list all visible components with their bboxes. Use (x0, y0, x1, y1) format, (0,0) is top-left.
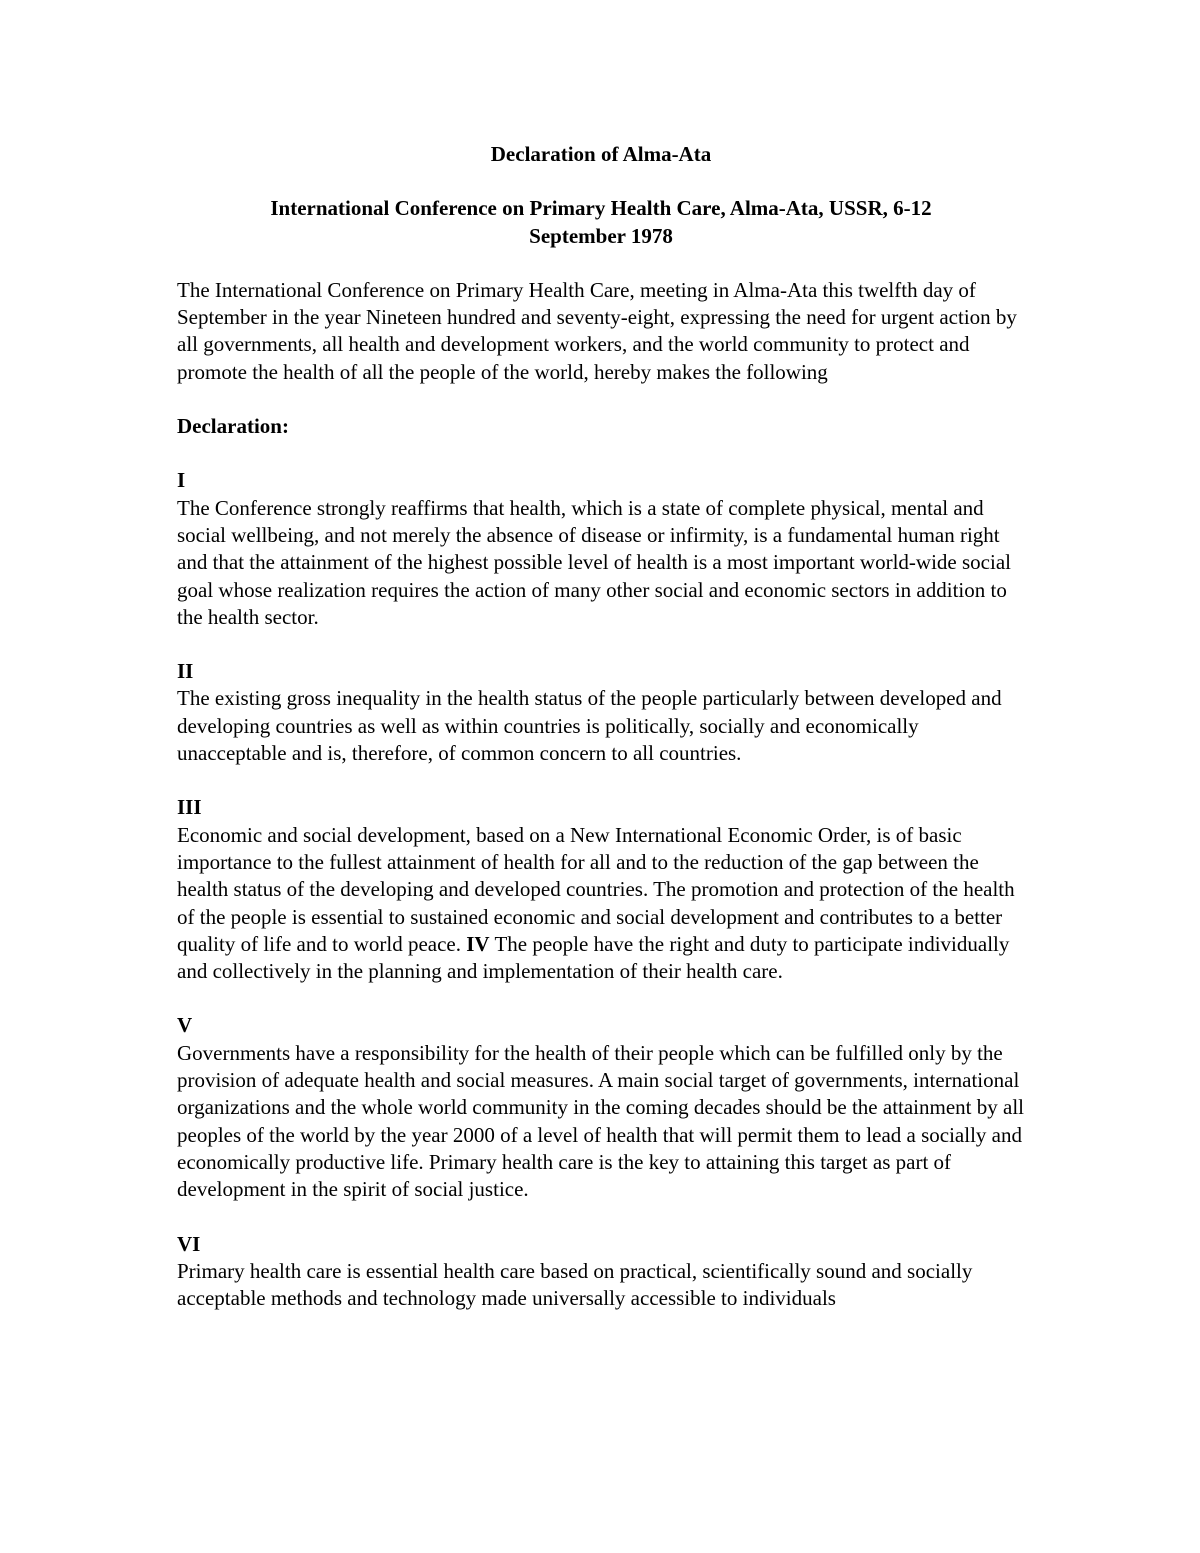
subtitle-line-2: September 1978 (529, 223, 673, 248)
section-text: The existing gross inequality in the health status of the people particularly between developed and developing countries as well as within countries is politically, socially and economically unacceptable and is, therefore, of common concern to all countries. (177, 686, 1002, 766)
section-iv-text: The people have the right and duty to participate individually and collectively in the planning and implementation of their health care. (177, 931, 1010, 984)
document-subtitle (177, 195, 1025, 250)
section-i (177, 467, 1025, 631)
section-v (177, 1012, 1025, 1203)
section-text: Primary health care is essential health care based on practical, scientifically sound and socially acceptable methods and technology made universally accessible to individuals (177, 1258, 973, 1311)
section-vi (177, 1231, 1025, 1313)
section-text: Governments have a responsibility for the health of their people which can be fulfilled only by the provision of adequate health and social measures. A main social target of governments, international organizations and the whole world community in the coming decades should be the attainment by all peoples of the world by the year 2000 of a level of health that will permit them to lead a socially and economically productive life. Primary health care is the key to attaining this target as part of development in the spirit of social justice. (177, 1040, 1024, 1202)
section-ii (177, 658, 1025, 767)
section-numeral: III (177, 795, 202, 820)
section-numeral: I (177, 468, 186, 493)
section-text: The Conference strongly reaffirms that health, which is a state of complete physical, mental and social wellbeing, and not merely the absence of disease or infirmity, is a fundamental human right and that the attainment of the highest possible level of health is a most important world-wide social goal whose realization requires the action of many other social and economic sectors in addition to the health sector. (177, 495, 1011, 629)
declaration-heading: Declaration: (177, 414, 289, 439)
section-numeral: V (177, 1013, 193, 1038)
section-numeral: II (177, 659, 194, 684)
section-numeral: VI (177, 1231, 201, 1256)
section-iv-numeral: IV (466, 931, 490, 956)
intro-paragraph: The International Conference on Primary Health Care, meeting in Alma-Ata this twelfth day of September in the year Nineteen hundred and seventy-eight, expressing the need for urgent action by all governments, all health and development workers, and the world community to protect and promote the health of all the people of the world, hereby makes the following (177, 277, 1017, 384)
document-body (177, 141, 1025, 1339)
section-iii (177, 794, 1025, 985)
document-title: Declaration of Alma-Ata (490, 142, 712, 166)
subtitle-line-1: International Conference on Primary Health Care, Alma-Ata, USSR, 6-12 (270, 196, 932, 221)
section-text: Economic and social development, based on a New International Economic Order, is of basic importance to the fullest attainment of health for all and to the reduction of the gap between the health status of the developing and developed countries. The promotion and protection of the health of the people is essential to sustained economic and social development and contributes to a better quality of life and to world peace. (177, 822, 1015, 956)
